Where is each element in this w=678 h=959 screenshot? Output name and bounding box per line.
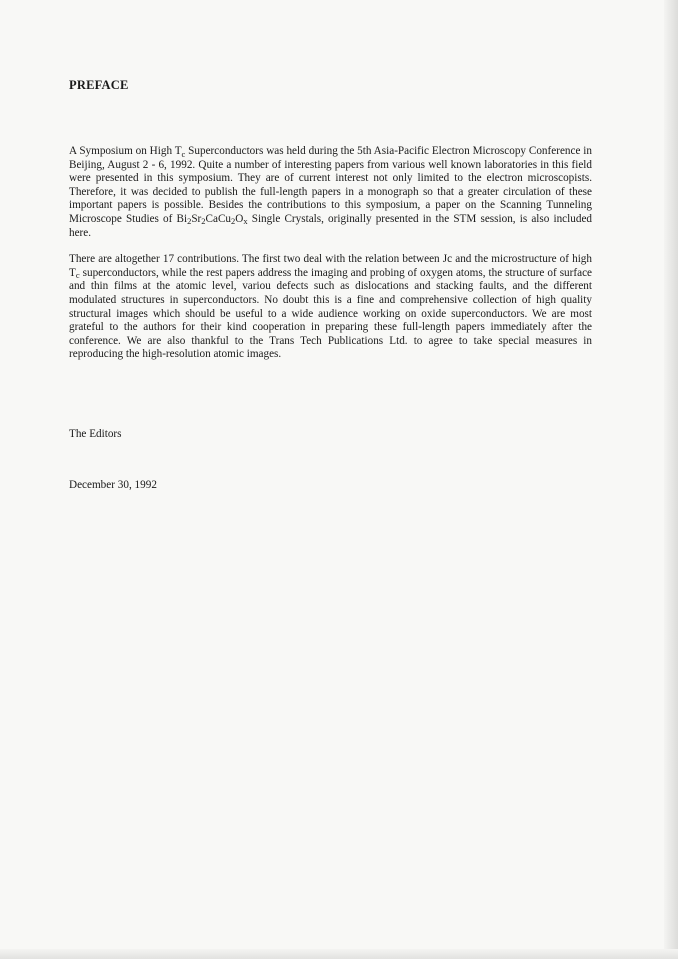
subscript: 2 (187, 216, 192, 227)
paragraph-symposium (69, 145, 592, 240)
subscript: c (181, 148, 186, 159)
formula-part: O (235, 212, 244, 225)
paragraph-contributions (69, 253, 592, 362)
text-run: Superconductors was held during the 5th Asia-Pacific Electron Microscopy Conference in Beijing, August 2 - 6, 1992. Quite a number of interesting papers from various well known laboratories in this field were presented in this symposium. They are of current interest not only limited to the electron microscopists. Therefore, it was decided to publish the full-length papers in a monograph so that a greater circulation of these important papers is possible. Besides the contributions to this symposium, a paper on the Scanning Tunneling Microscope Studies of Bi (69, 145, 592, 225)
text-run: Single Crystals, originally presented in the STM session, is also included here. (69, 212, 593, 239)
signature: The Editors (69, 427, 122, 440)
subscript: 2 (231, 216, 236, 227)
document-title: PREFACE (69, 78, 129, 92)
text-run: A Symposium on High T (69, 145, 182, 157)
page-edge-shadow (664, 0, 678, 959)
formula-part: Sr (191, 212, 202, 225)
document-date: December 30, 1992 (69, 478, 157, 491)
subscript: 2 (201, 216, 206, 227)
text-run: superconductors, while the rest papers address the imaging and probing of oxygen atoms, the structure of surface and thin films at the atomic level, variou defects such as dislocations and stacking faults, and the different modulated structures in superconductors. No doubt this is a fine and comprehensive collection of high quality structural images which should be useful to a wide audience working on oxide superconductors. We are most grateful to the authors for their kind cooperation in preparing these full-length papers immediately after the conference. We are also thankful to the Trans Tech Publications Ltd. to agree to take special measures in reproducing the high-resolution atomic images. (69, 266, 592, 361)
subscript: c (75, 270, 80, 281)
subscript: x (243, 216, 248, 227)
document-body (69, 78, 592, 491)
formula-part: CaCu (205, 212, 231, 225)
page-bottom-shadow (0, 949, 678, 959)
text-run: There are altogether 17 contributions. The first two deal with the relation between Jc and the microstructure of high T (69, 253, 592, 279)
